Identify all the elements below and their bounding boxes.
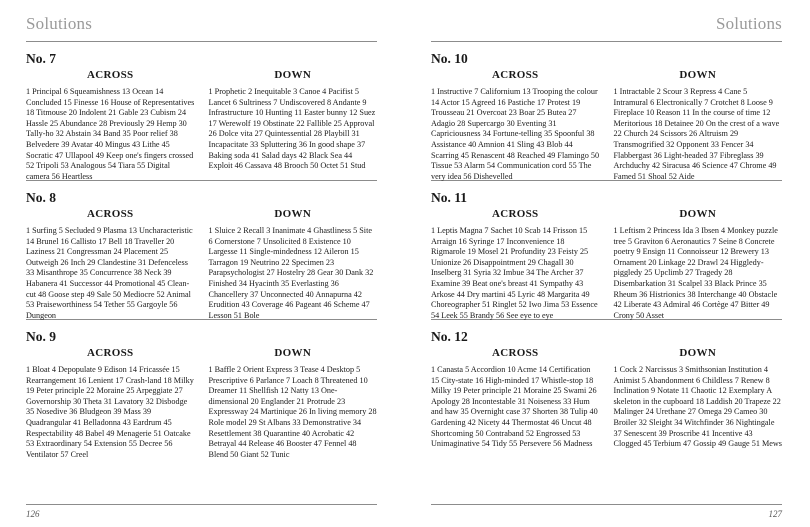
puzzle-solution-9 (26, 320, 377, 458)
down-answers: 1 Sluice 2 Recall 3 Inanimate 4 Ghastliness 5 Site 6 Cornerstone 7 Unsolicited 8 Existence 10 Largesse 11 Single-mindedness 12 Aileron 15 Tarragon 19 Neutrino 22 Specimen 23 Parapsychologist 27 Hostelry 28 Gear 30 Dank 32 Finished 34 Hyacinth 35 Everlasting 36 Chancellery 37 Unconnected 40 Annapurna 42 Erudition 43 Coverage 46 Pageant 46 Scheme 47 Lesson 51 Bole (208, 226, 374, 320)
across-answers: 1 Leptis Magna 7 Sachet 10 Scab 14 Frisson 15 Arraign 16 Syringe 17 Inconvenience 18 Rigmarole 19 Mosel 21 Profundity 23 Feisty 25 Unionize 26 Disappointment 29 Chagall 30 Inselberg 31 Syria 32 Imbue 34 The Archer 37 Examine 39 Beat one's breast 41 Sympathy 43 Arkose 44 Dry martini 45 Lyric 48 Margarita 49 Choreographer 51 Ringlet 52 Iwo Jima 53 Essence 54 Leek 55 Brandy 56 See eye to eye (431, 226, 598, 320)
footer-rule (26, 504, 377, 505)
across-answers: 1 Bloat 4 Depopulate 9 Edison 14 Fricassée 15 Rearrangement 16 Lenient 17 Crash-land 18 Milky 19 Peter principle 22 Moraine 25 Arpeggiate 27 Governorship 30 Theta 31 Lavatory 32 Disbodge 35 Nosedive 36 Bludgeon 39 Mass 39 Quadrangular 41 Belladonna 43 Eardrum 45 Respectability 48 Babel 49 Menagerie 51 Oatcake 53 Extraordinary 54 Extension 55 Decree 56 Ventilator 57 Creel (26, 365, 194, 459)
puzzle-number: No. 7 (26, 51, 56, 66)
page-title: Solutions (26, 14, 93, 33)
across-heading: ACROSS (492, 347, 539, 359)
down-answers: 1 Leftism 2 Princess Ida 3 Ibsen 4 Monkey puzzle tree 5 Graviton 6 Aeronautics 7 Seine 8 Concrete poetry 9 Ensign 11 Connoisseur 12 Brewery 13 Ornament 20 Linkage 22 Drawl 24 Higgledy-piggledy 25 Upclimb 27 Tragedy 28 Disembarkation 31 Scalpel 33 Black Prince 35 Rheum 36 Histrionics 38 Interchange 40 Obstacle 42 Liberate 43 Admiral 46 Cortège 47 Bitter 49 Crony 50 Asset (613, 226, 778, 320)
puzzle-solution-8 (26, 181, 377, 319)
across-heading: ACROSS (492, 69, 539, 81)
down-column (614, 347, 783, 450)
puzzle-solution-10 (431, 42, 782, 180)
down-column (614, 208, 783, 321)
puzzle-solution-11 (431, 181, 782, 319)
down-heading: DOWN (274, 347, 312, 359)
right-page (405, 0, 810, 527)
across-column (431, 208, 600, 321)
down-answers: 1 Cock 2 Narcissus 3 Smithsonian Institution 4 Animist 5 Abandonment 6 Childless 7 Renew 8 Inclination 9 Notate 11 Chaotic 12 Exemplary A skeleton in the cupboard 18 Laddish 20 Trapeze 22 Malinger 24 Urethane 27 Omega 29 Cameo 30 Broiler 32 Sleight 34 Witchfinder 36 Nightingale 37 Senescent 39 Proscribe 41 Incentive 43 Clogged 45 Terbium 47 Gossip 49 Gauge 51 Mews (613, 365, 782, 449)
across-heading: ACROSS (492, 208, 539, 220)
page-number: 127 (768, 509, 782, 519)
puzzle-solution-12 (431, 320, 782, 458)
across-column (26, 208, 195, 321)
puzzle-number: No. 8 (26, 190, 56, 205)
down-heading: DOWN (679, 208, 717, 220)
page-number: 126 (26, 509, 40, 519)
down-heading: DOWN (274, 208, 312, 220)
down-answers: 1 Prophetic 2 Inequitable 3 Canoe 4 Pacifist 5 Lancet 6 Sultriness 7 Undiscovered 8 Andante 9 Infrastructure 10 Hunting 11 Easter bunny 12 Suez 17 Werewolf 19 Obstinate 22 Fallible 25 Approval 26 Dolce vita 27 Quintessential 28 Playbill 31 Incapacitate 33 Spluttering 36 In good shape 37 Baking soda 41 Salad days 42 Black Sea 44 Exploit 46 Cassava 48 Brooch 50 Octet 51 Stud (208, 87, 376, 171)
down-heading: DOWN (274, 69, 312, 81)
across-answers: 1 Surfing 5 Secluded 9 Plasma 13 Uncharacteristic 14 Brunel 16 Callisto 17 Bell 18 Traveller 20 Laziness 21 Congressman 24 Placement 25 Outweigh 26 Inch 29 Clandestine 31 Defenceless 33 Misanthrope 35 Concurrence 38 Neck 39 Habanera 41 Successor 44 Promotional 45 Clean-cut 48 Goose step 49 Sale 50 Mediocre 52 Animal 53 Praiseworthiness 54 Tether 55 Gargoyle 56 Dungeon (26, 226, 193, 320)
across-answers: 1 Principal 6 Squeamishness 13 Ocean 14 Concluded 15 Finesse 16 House of Representatives 18 Titmouse 20 Indolent 21 Gable 23 Cubism 24 Hassle 25 Abundance 28 Previously 29 Hemp 30 Tally-ho 32 Abstain 34 Band 35 Poor relief 38 Belvedere 39 Avatar 40 Mingus 43 Lithe 45 Socratic 47 Ullapool 49 Keep one's fingers crossed 52 Tripoli 53 Analogous 54 Tiara 55 Digital camera 56 Heartless (26, 87, 195, 181)
puzzle-number: No. 12 (431, 329, 468, 344)
puzzle-solution-7 (26, 42, 377, 180)
page-title: Solutions (715, 14, 782, 33)
across-heading: ACROSS (87, 347, 134, 359)
footer-rule (431, 504, 782, 505)
down-answers: 1 Intractable 2 Scour 3 Repress 4 Cane 5 Intramural 6 Electronically 7 Crotchet 8 Loose 9 Fireplace 10 Reason 11 In the course of time 12 Meritorious 18 Detainee 20 On the crest of a wave 22 Church 24 Scissors 26 Altruism 29 Transmogrified 32 Opponent 33 Fencer 34 Flabbergast 36 Light-headed 37 Fibreglass 39 Archduchy 42 Siracusa 46 Science 47 Chrome 49 Famed 51 Shoal 52 Aide (613, 87, 780, 181)
across-column (26, 347, 195, 460)
puzzle-number: No. 11 (431, 190, 468, 205)
down-answers: 1 Baffle 2 Orient Express 3 Tease 4 Desktop 5 Prescriptive 6 Parlance 7 Loach 8 Threatened 10 Dreamer 11 Shellfish 12 Natty 13 One-dimensional 20 Englander 21 Protrude 23 Expressway 24 Martinique 26 In living memory 28 Role model 29 St Albans 33 Demonstrative 34 Resettlement 38 Quarantine 40 Acrobatic 42 Betrayal 44 Release 46 Booster 47 Fennel 48 Blend 50 Giant 52 Tunic (208, 365, 377, 459)
across-answers: 1 Instructive 7 Californium 13 Trooping the colour 14 Actor 15 Agreed 16 Pastiche 17 Protest 19 Trousseau 21 Overcoat 23 Boar 25 Butea 27 Adagio 28 Supercargo 30 Eventing 31 Capriciousness 34 Fortune-telling 35 Spoonful 38 Assistance 40 Amnion 41 Sling 43 Blob 44 Scarring 45 Renascent 48 Reached 49 Flamingo 50 Tissue 53 Alarm 54 Communication cord 55 The very idea 56 Dishevelled (431, 87, 600, 181)
across-column (431, 347, 600, 450)
across-heading: ACROSS (87, 69, 134, 81)
across-column (26, 69, 195, 182)
puzzle-number: No. 10 (431, 51, 468, 66)
across-answers: 1 Canasta 5 Accordion 10 Acme 14 Certification 15 City-state 16 High-minded 17 Whistle-stop 18 Milky 19 Peter principle 21 Moraine 25 Swami 26 Apology 28 Incontestable 31 Noiseness 33 Hum and haw 35 Overnight case 37 Shorten 38 Tulip 40 Gardening 42 Nicety 44 Thermostat 46 Uncut 48 Shortcoming 50 Contraband 52 Engrossed 53 Unimaginative 54 Tidy 55 Persevere 56 Madness (431, 365, 598, 449)
down-column (209, 347, 378, 460)
down-heading: DOWN (679, 347, 717, 359)
down-column (209, 69, 378, 182)
puzzle-number: No. 9 (26, 329, 56, 344)
across-column (431, 69, 600, 182)
down-heading: DOWN (679, 69, 717, 81)
down-column (209, 208, 378, 321)
down-column (614, 69, 783, 182)
across-heading: ACROSS (87, 208, 134, 220)
